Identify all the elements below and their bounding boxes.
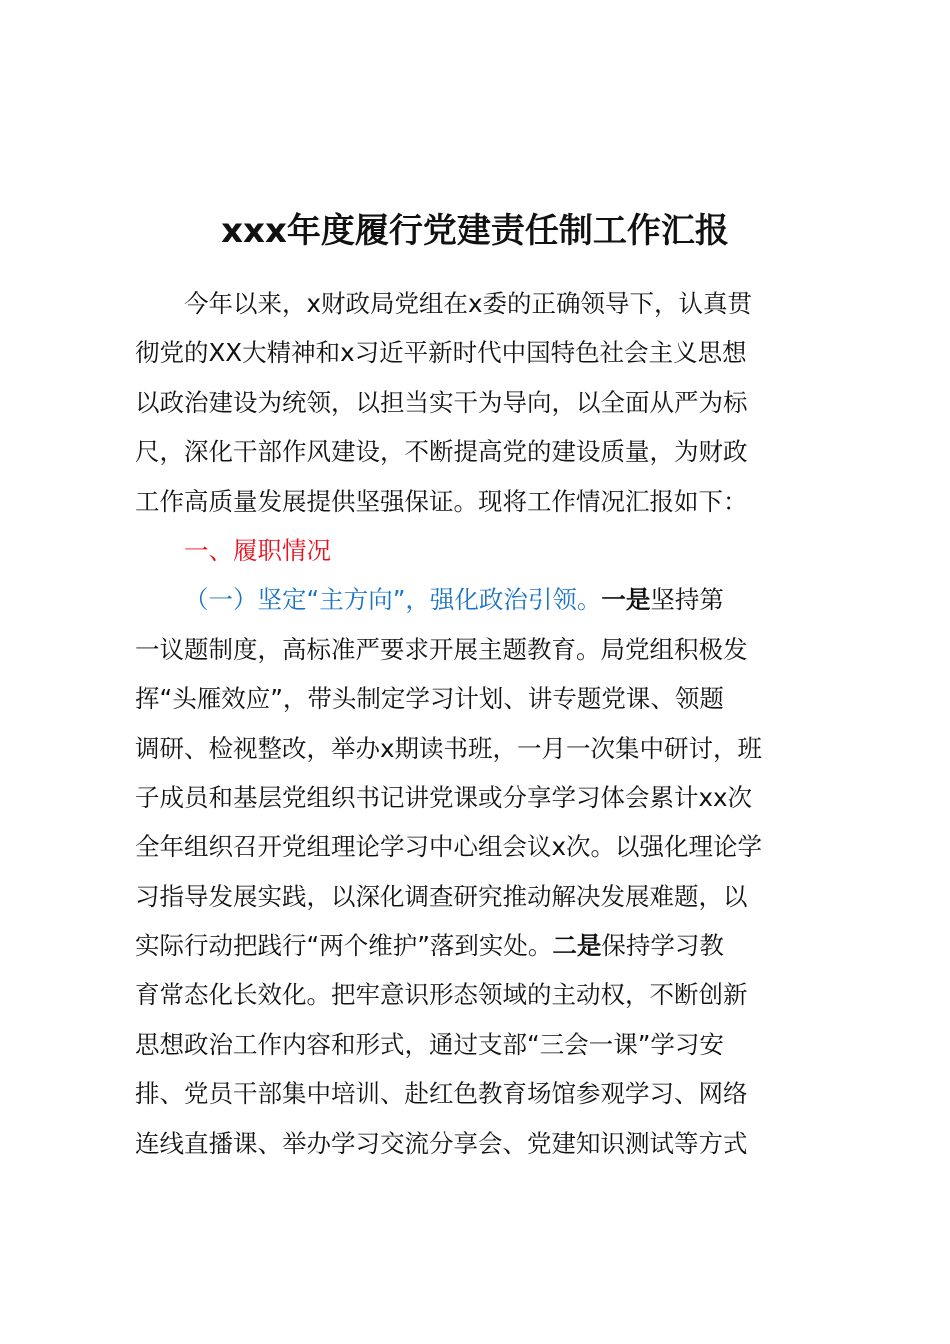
body-line-b1: 育常态化长效化。把牢意识形态领域的主动权，不断创新 [135,980,748,1010]
body-line-a1: 一议题制度，高标准严要求开展主题教育。局党组积极发 [135,634,748,664]
body-line-b4: 连线直播课、举办学习交流分享会、党建知识测试等方式 [135,1128,748,1158]
document-body [135,279,853,1168]
body-line-a5: 全年组织召开党组理论学习中心组会议x次。以强化理论学 [135,832,762,862]
intro-line-3: 以政治建设为统领，以担当实干为导向，以全面从严为标 [135,387,748,417]
section-heading: 一、履职情况 [184,535,331,565]
body-line-a4: 子成员和基层党组织书记讲党课或分享学习体会累计xx次 [135,782,752,812]
intro-line-1: 今年以来，x财政局党组在x委的正确领导下，认真贯 [184,289,752,318]
point-two-line [135,921,853,970]
point-two-text-start: 保持学习教 [601,931,724,961]
point-two-preceding-text: 实际行动把践行“两个维护”落到实处。 [135,931,553,961]
subsection-heading: （一）坚定“主方向”，强化政治引领。 [184,585,602,615]
intro-line-4: 尺，深化干部作风建设，不断提高党的建设质量，为财政 [135,437,748,467]
point-one-text-start: 坚持第 [650,585,724,615]
intro-line-2: 彻党的XX大精神和x习近平新时代中国特色社会主义思想 [135,338,747,368]
subsection-first-line [135,575,853,624]
point-two-label: 二是 [552,931,602,961]
intro-line-5: 工作高质量发展提供坚强保证。现将工作情况汇报如下： [135,486,748,516]
body-line-b2: 思想政治工作内容和形式，通过支部“三会一课”学习安 [135,1029,724,1059]
body-line-a3: 调研、检视整改，举办x期读书班，一月一次集中研讨，班 [135,733,762,763]
body-line-b3: 排、党员干部集中培训、赴红色教育场馆参观学习、网络 [135,1079,748,1109]
body-line-a6: 习指导发展实践，以深化调查研究推动解决发展难题，以 [135,881,748,911]
document-title: xxx年度履行党建责任制工作汇报 [221,211,729,251]
body-line-a2: 挥“头雁效应”，带头制定学习计划、讲专题党课、领题 [135,684,724,714]
point-one-label: 一是 [601,585,651,615]
